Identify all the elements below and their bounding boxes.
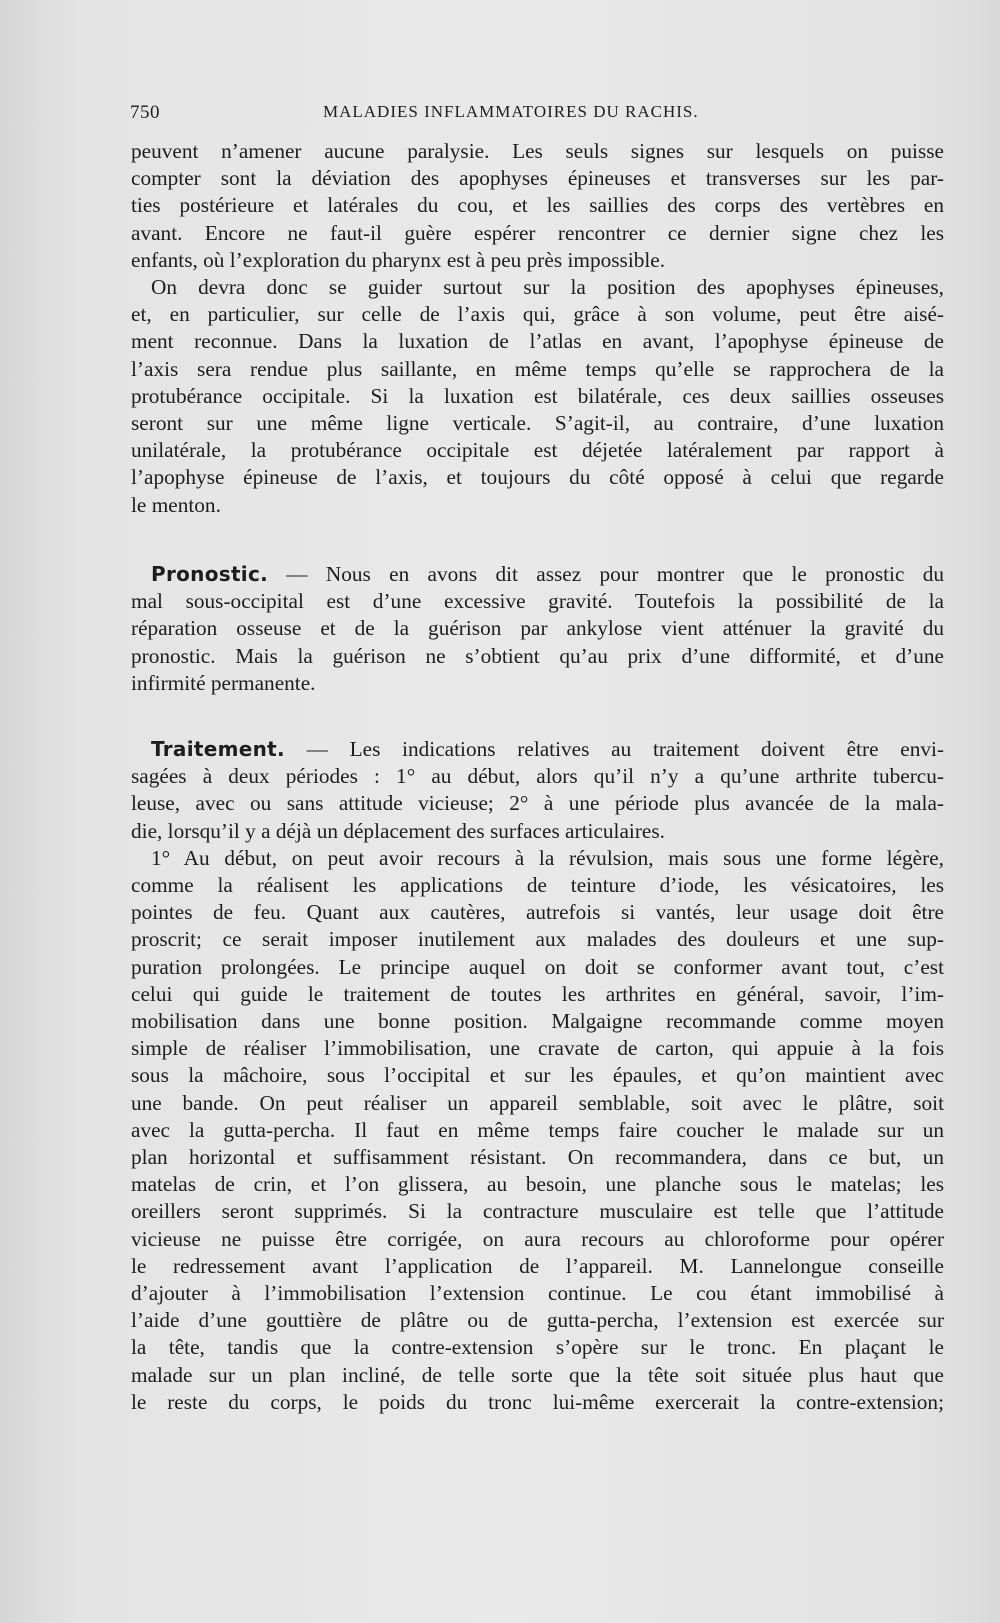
text-line: et, en particulier, sur celle de l’axis qui, grâce à son volume, peut être aisé-: [131, 302, 944, 327]
text-line: l’aide d’une gouttière de plâtre ou de gutta-percha, l’extension est exercée sur: [131, 1308, 944, 1333]
text-line-rest: — Les indications relatives au traitement doivent être envi-: [284, 737, 944, 761]
text-line: réparation osseuse et de la guérison par ankylose vient atténuer la gravité du: [131, 616, 944, 641]
text-line: infirmité permanente.: [131, 670, 316, 695]
text-line: matelas de crin, et l’on glissera, au besoin, une planche sous le matelas; les: [131, 1172, 944, 1197]
text-line: pronostic. Mais la guérison ne s’obtient qu’au prix d’une difformité, et d’une: [131, 643, 944, 668]
text-line: le reste du corps, le poids du tronc lui-même exercerait la contre-extension;: [131, 1389, 944, 1414]
paragraph-pronostic: [131, 561, 944, 697]
paragraph-traitement: [131, 736, 944, 1416]
text-line: peuvent n’amener aucune paralysie. Les seuls signes sur lesquels on puisse: [131, 139, 944, 163]
running-title: MALADIES INFLAMMATOIRES DU RACHIS.: [323, 102, 699, 121]
text-line: leuse, avec ou sans attitude vicieuse; 2° à une période plus avancée de la mala-: [131, 791, 944, 816]
text-line: celui qui guide le traitement de toutes les arthrites en général, savoir, l’im-: [131, 981, 944, 1006]
text-line: sous la mâchoire, sous l’occipital et sur les épaules, et qu’on maintient avec: [131, 1063, 944, 1088]
text-line: enfants, où l’exploration du pharynx est à peu près impossible.: [131, 247, 666, 272]
text-line: avec la gutta-percha. Il faut en même temps faire coucher le malade sur un: [131, 1117, 944, 1142]
text-line: le redressement avant l’application de l’appareil. M. Lannelongue conseille: [131, 1253, 944, 1278]
text-line: protubérance occipitale. Si la luxation est bilatérale, ces deux saillies osseuses: [131, 383, 944, 408]
text-line: la tête, tandis que la contre-extension s’opère sur le tronc. En plaçant le: [131, 1335, 944, 1360]
page-header: [130, 102, 950, 132]
paragraph-diagnosis: [131, 138, 944, 519]
text-line: pointes de feu. Quant aux cautères, autrefois si vantés, leur usage doit être: [131, 900, 944, 925]
text-line: seront sur une même ligne verticale. S’agit-il, au contraire, d’une luxation: [131, 411, 944, 436]
text-line: comme la réalisent les applications de teinture d’iode, les vésicatoires, les: [131, 873, 944, 898]
text-line: unilatérale, la protubérance occipitale est déjetée latéralement par rapport à: [131, 438, 944, 463]
section-heading-traitement: Traitement.: [151, 737, 285, 761]
text-line: ment reconnue. Dans la luxation de l’atlas en avant, l’apophyse épineuse de: [131, 329, 944, 354]
text-line: une bande. On peut réaliser un appareil semblable, soit avec le plâtre, soit: [131, 1090, 944, 1115]
text-line: proscrit; ce serait imposer inutilement aux malades des douleurs et une sup-: [131, 927, 944, 952]
text-line: simple de réaliser l’immobilisation, une cravate de carton, qui appuie à la fois: [131, 1036, 944, 1061]
text-line: d’ajouter à l’immobilisation l’extension continue. Le cou étant immobilisé à: [131, 1281, 944, 1306]
section-heading-pronostic: Pronostic.: [151, 562, 269, 586]
text-line: sagées à deux périodes : 1° au début, alors qu’il n’y a qu’une arthrite tubercu-: [131, 764, 944, 789]
text-line: On devra donc se guider surtout sur la position des apophyses épineuses,: [151, 275, 944, 300]
text-line-rest: — Nous en avons dit assez pour montrer que le pronostic du: [268, 562, 944, 586]
text-line: 1° Au début, on peut avoir recours à la révulsion, mais sous une forme légère,: [151, 845, 944, 870]
text-line: plan horizontal et suffisamment résistant. On recommandera, dans ce but, un: [131, 1145, 944, 1170]
text-line: vicieuse ne puisse être corrigée, on aura recours au chloroforme pour opérer: [131, 1226, 944, 1251]
text-line: compter sont la déviation des apophyses épineuses et transverses sur les par-: [131, 166, 944, 191]
text-line: mal sous-occipital est d’une excessive gravité. Toutefois la possibilité de la: [131, 589, 944, 614]
text-line: ties postérieure et latérales du cou, et les saillies des corps des vertèbres en: [131, 193, 944, 218]
page-number: 750: [130, 102, 160, 123]
text-line: mobilisation dans une bonne position. Malgaigne recommande comme moyen: [131, 1009, 944, 1034]
text-line: l’apophyse épineuse de l’axis, et toujours du côté opposé à celui que regarde: [131, 465, 944, 490]
text-line: malade sur un plan incliné, de telle sorte que la tête soit située plus haut que: [131, 1362, 944, 1387]
text-line: le menton.: [131, 492, 221, 517]
text-line: [131, 736, 944, 763]
text-line: [131, 561, 944, 588]
text-line: l’axis sera rendue plus saillante, en même temps qu’elle se rapprochera de la: [131, 356, 944, 381]
text-line: puration prolongées. Le principe auquel on doit se conformer avant tout, c’est: [131, 954, 944, 979]
text-line: oreillers seront supprimés. Si la contracture musculaire est telle que l’attitude: [131, 1199, 944, 1224]
text-line: avant. Encore ne faut-il guère espérer rencontrer ce dernier signe chez les: [131, 220, 944, 245]
text-line: die, lorsqu’il y a déjà un déplacement des surfaces articulaires.: [131, 818, 665, 843]
